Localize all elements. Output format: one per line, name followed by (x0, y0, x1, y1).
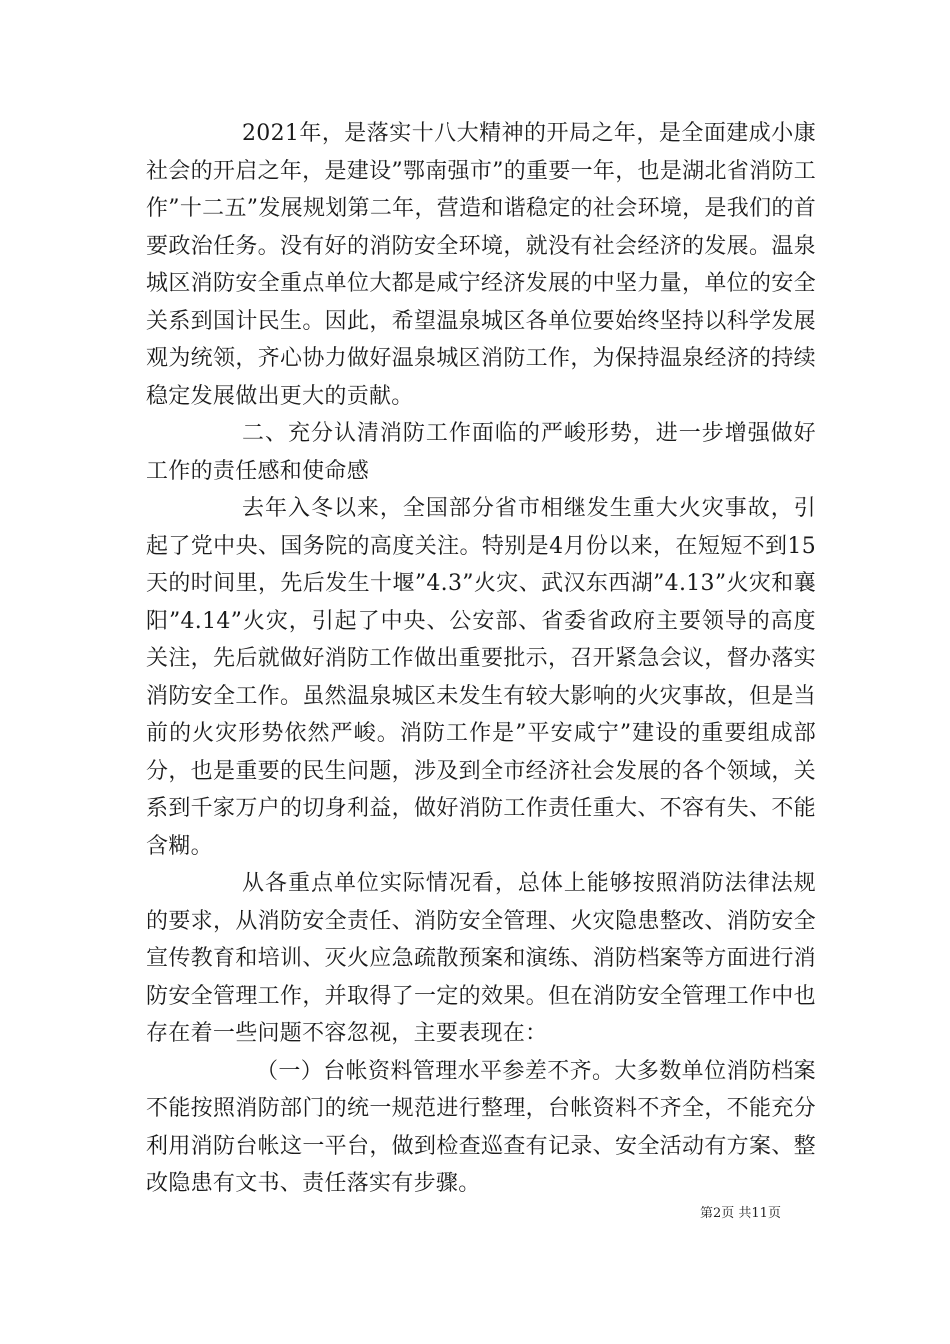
page-number-footer: 第2页 共11页 (700, 1206, 781, 1221)
paragraph-intro: 2021年，是落实十八大精神的开局之年，是全面建成小康社会的开启之年，是建设”鄂南强市”的重要一年，也是湖北省消防工作”十二五”发展规划第二年，营造和谐稳定的社会环境，是我们的首要政治任务。没有好的消防安全环境，就没有社会经济的发展。温泉城区消防安全重点单位大都是咸宁经济发展的中坚力量，单位的安全关系到国计民生。因此，希望温泉城区各单位要始终坚持以科学发展观为统领，齐心协力做好温泉城区消防工作，为保持温泉经济的持续稳定发展做出更大的贡献。 (146, 121, 816, 409)
paragraph-fire-situation: 去年入冬以来，全国部分省市相继发生重大火灾事故，引起了党中央、国务院的高度关注。特别是4月份以来，在短短不到15天的时间里，先后发生十堰”4.3”火灾、武汉东西湖”4.13”火灾和襄阳”4.14”火灾，引起了中央、公安部、省委省政府主要领导的高度关注，先后就做好消防工作做出重要批示，召开紧急会议，督办落实消防安全工作。虽然温泉城区未发生有较大影响的火灾事故，但是当前的火灾形势依然严峻。消防工作是”平安咸宁”建设的重要组成部分，也是重要的民生问题，涉及到全市经济社会发展的各个领域，关系到千家万户的切身利益，做好消防工作责任重大、不容有失、不能含糊。 (146, 496, 816, 859)
paragraph-issue-1: （一）台帐资料管理水平参差不齐。大多数单位消防档案不能按照消防部门的统一规范进行整理，台帐资料不齐全，不能充分利用消防台帐这一平台，做到检查巡查有记录、安全活动有方案、整改隐患有文书、责任落实有步骤。 (146, 1058, 816, 1196)
paragraph-unit-status: 从各重点单位实际情况看，总体上能够按照消防法律法规的要求，从消防安全责任、消防安全管理、火灾隐患整改、消防安全宣传教育和培训、灭火应急疏散预案和演练、消防档案等方面进行消防安全管理工作，并取得了一定的效果。但在消防安全管理工作中也存在着一些问题不容忽视，主要表现在： (146, 871, 816, 1046)
section-heading: 二、充分认清消防工作面临的严峻形势，进一步增强做好工作的责任感和使命感 (146, 421, 816, 484)
document-body (146, 115, 816, 1203)
